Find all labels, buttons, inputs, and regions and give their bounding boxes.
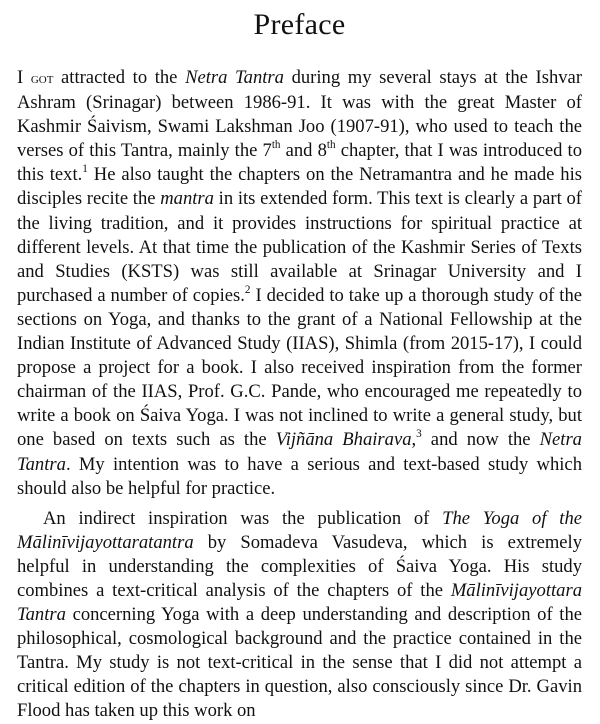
ordinal-suffix: th (326, 139, 336, 152)
text: concerning Yoga with a deep understanding and description of the philosophical, cosmological background and the practice contained in the Tantra. My study is not text-critical in the sense that I did not attempt a critical edition of the chapters in question, also consciously since Dr. Gavin Flood has taken up this work on (17, 604, 582, 722)
paragraph-2 (17, 507, 582, 724)
footnote-marker: 1 (82, 163, 88, 176)
italic-term: mantra (160, 188, 214, 210)
italic-title: Netra Tantra (17, 429, 582, 475)
footnote-marker: 3 (416, 428, 422, 441)
ordinal-suffix: th (271, 139, 281, 152)
text: . My intention was to have a serious and text-based study which should also be helpful for practice. (17, 453, 582, 499)
page-title: Preface (253, 8, 346, 41)
text: in its extended form. This text is clearly a part of the living tradition, and it provides instructions for spiritual practice at different levels. At that time the publication of the Kashmir Series of Texts and Studies (KSTS) was still available at Srinagar University and I purchased a number of copies. (17, 188, 582, 306)
text: , (411, 429, 417, 451)
text: during my several stays at the Ishvar Ashram (Srinagar) between 1986-91. It was with the great Master of Kashmir Śaivism, Swami Lakshman Joo (1907-91), who used to teach the verses of this Tantra, mainly the 7 (17, 67, 583, 162)
text: and 8 (280, 140, 327, 162)
text: I decided to take up a thorough study of the sections on Yoga, and thanks to the grant of a National Fellowship at the Indian Institute of Advanced Study (IIAS), Shimla (from 2015-17), I could propose a project for a book. I also received inspiration from the former chairman of the IIAS, Prof. G.C. Pande, who encouraged me repeatedly to write a book on Śaiva Yoga. I was not inclined to write a general study, but one based on texts such as the (17, 284, 582, 451)
text: I (17, 67, 31, 88)
text: and now the (421, 429, 540, 451)
paragraph-1 (17, 66, 582, 501)
italic-title: Mālinīvijayottara Tantra (17, 579, 582, 626)
text: He also taught the chapters on the Netramantra and he made his disciples recite the (17, 164, 582, 210)
text: chapter, that I was introduced to this text. (17, 140, 582, 186)
small-caps-text: got (30, 70, 54, 87)
italic-title: The Yoga of the Mālinīvijayottaratantra (17, 507, 582, 553)
italic-title: Vijñāna Bhairava (275, 429, 412, 451)
text: attracted to the (53, 67, 186, 88)
text: by Somadeva Vasudeva, which is extremely helpful in understanding the complexities of Śaiva Yoga. His study combines a text-critical analysis of the chapters of the (17, 531, 582, 601)
text: An indirect inspiration was the publication of (43, 507, 443, 529)
italic-title: Netra Tantra (185, 67, 284, 88)
footnote-marker: 2 (244, 283, 251, 296)
